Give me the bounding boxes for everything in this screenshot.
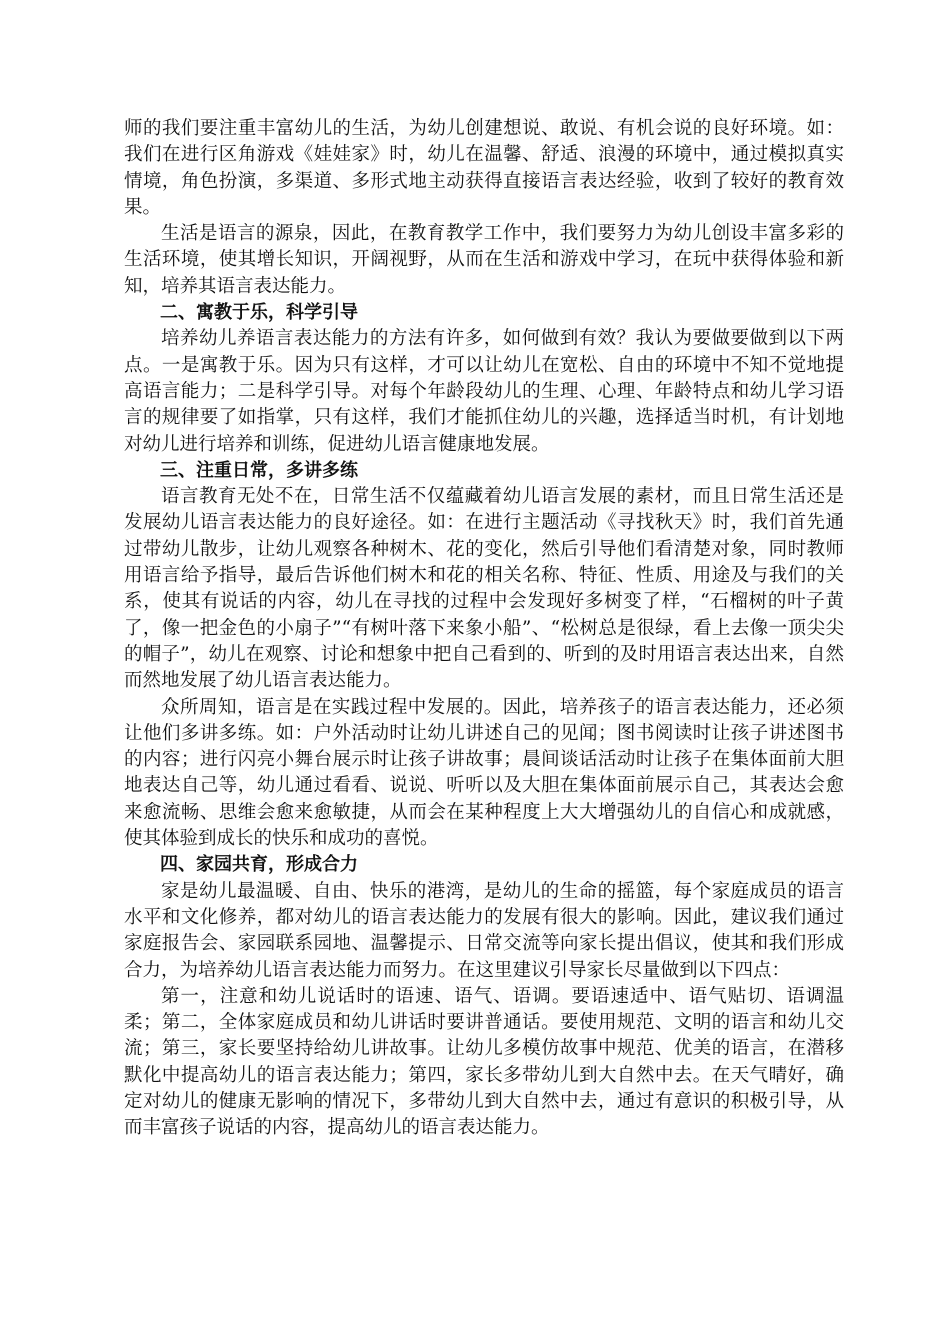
paragraph-home: 家是幼儿最温暖、自由、快乐的港湾，是幼儿的生命的摇篮，每个家庭成员的语言水平和文化修养，都对幼儿的语言表达能力的发展有很大的影响。因此，建议我们通过家庭报告会、家园联系园地、温馨提示、日常交流等向家长提出倡议，使其和我们形成合力，为培养幼儿语言表达能力而努力。在这里建议引导家长尽量做到以下四点：: [124, 880, 844, 981]
section-heading-4: 四、家园共育，形成合力: [160, 854, 358, 876]
section-heading-3: 三、注重日常，多讲多练: [160, 459, 358, 481]
paragraph-four-points: 第一，注意和幼儿说话时的语速、语气、语调。要语速适中、语气贴切、语调温柔；第二，全体家庭成员和幼儿讲话时要讲普通话。要使用规范、文明的语言和幼儿交流；第三，家长要坚持给幼儿讲故事。让幼儿多模仿故事中规范、优美的语言，在潜移默化中提高幼儿的语言表达能力；第四，家长多带幼儿到大自然中去。在天气晴好，确定对幼儿的健康无影响的情况下，多带幼儿到大自然中去，通过有意识的积极引导，从而丰富孩子说话的内容，提高幼儿的语言表达能力。: [124, 985, 844, 1139]
section-heading-2: 二、寓教于乐，科学引导: [160, 302, 358, 324]
paragraph-daily-life: 语言教育无处不在，日常生活不仅蕴藏着幼儿语言发展的素材，而且日常生活还是发展幼儿语言表达能力的良好途径。如：在进行主题活动《寻找秋天》时，我们首先通过带幼儿散步，让幼儿观察各种树木、花的变化，然后引导他们看清楚对象，同时教师用语言给予指导，最后告诉他们树木和花的相关名称、特征、性质、用途及与我们的关系，使其有说话的内容，幼儿在寻找的过程中会发现好多树变了样，“石榴树的叶子黄了，像一把金色的小扇子”“有树叶落下来象小船”、“松树总是很绿，看上去像一顶尖尖的帽子”，幼儿在观察、讨论和想象中把自己看到的、听到的及时用语言表达出来，自然而然地发展了幼儿语言表达能力。: [124, 486, 844, 692]
paragraph-practice: 众所周知，语言是在实践过程中发展的。因此，培养孩子的语言表达能力，还必须让他们多讲多练。如：户外活动时让幼儿讲述自己的见闻；图书阅读时让孩子讲述图书的内容；进行闪亮小舞台展示时让孩子讲故事；晨间谈话活动时让孩子在集体面前大胆地表达自己等，幼儿通过看看、说说、听听以及大胆在集体面前展示自己，其表达会愈来愈流畅、思维会愈来愈敏捷，从而会在某种程度上大大增强幼儿的自信心和成就感，使其体验到成长的快乐和成功的喜悦。: [124, 696, 844, 850]
paragraph-life-source: 生活是语言的源泉，因此，在教育教学工作中，我们要努力为幼儿创设丰富多彩的生活环境，使其增长知识，开阔视野，从而在生活和游戏中学习，在玩中获得体验和新知，培养其语言表达能力。: [124, 223, 844, 297]
document-body: [124, 116, 844, 1142]
paragraph-continuation: 师的我们要注重丰富幼儿的生活，为幼儿创建想说、敢说、有机会说的良好环境。如：我们在进行区角游戏《娃娃家》时，幼儿在温馨、舒适、浪漫的环境中，通过模拟真实情境，角色扮演，多渠道、多形式地主动获得直接语言表达经验，收到了较好的教育效果。: [124, 118, 844, 218]
paragraph-methods: 培养幼儿养语言表达能力的方法有许多，如何做到有效？我认为要做要做到以下两点。一是寓教于乐。因为只有这样，才可以让幼儿在宽松、自由的环境中不知不觉地提高语言能力；二是科学引导。对每个年龄段幼儿的生理、心理、年龄特点和幼儿学习语言的规律要了如指掌，只有这样，我们才能抓住幼儿的兴趣，选择适当时机，有计划地对幼儿进行培养和训练，促进幼儿语言健康地发展。: [124, 328, 844, 455]
